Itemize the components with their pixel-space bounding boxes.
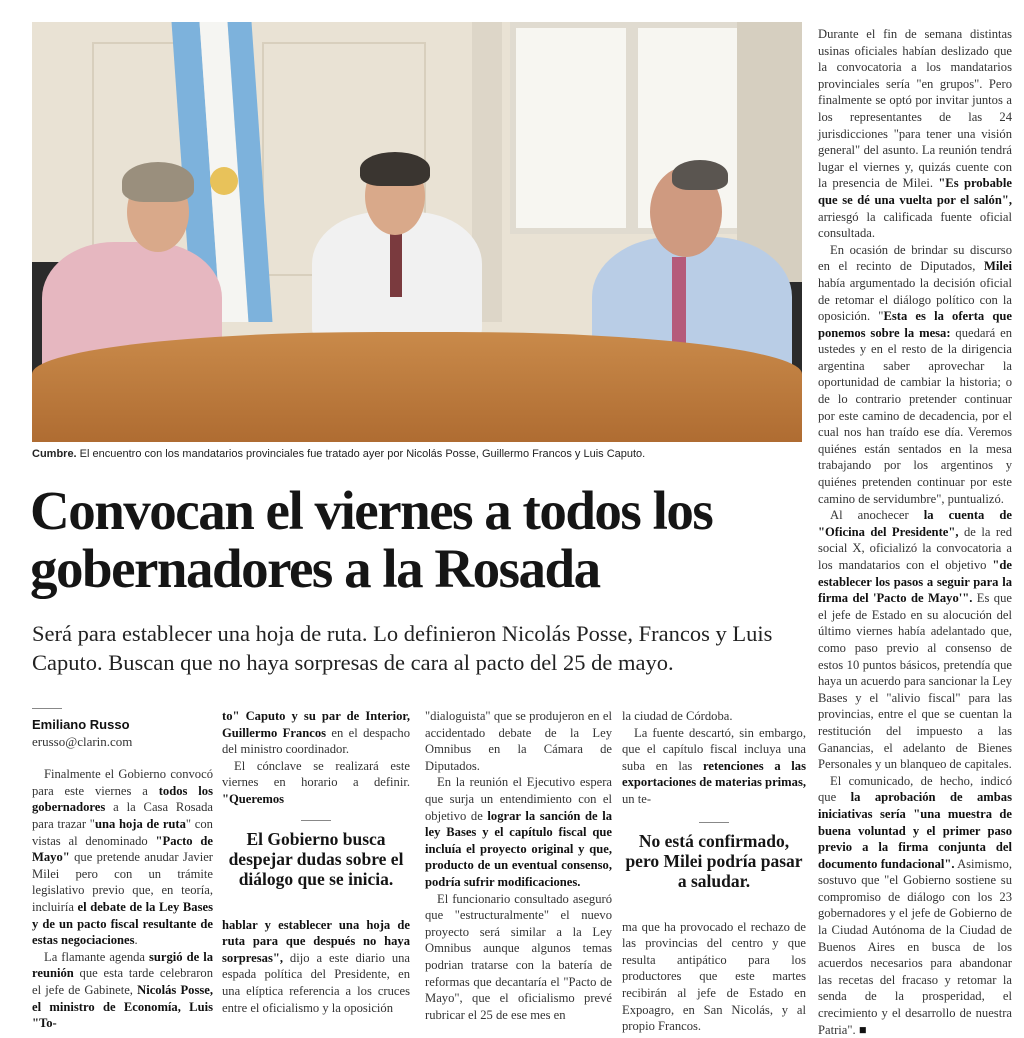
text: que esta tarde celebraron el jefe de Gabinete, <box>32 966 213 997</box>
text: "dialoguista" que se produjeron en el accidentado debate de la Ley Omnibus en la Cámara de Diputados. <box>425 709 612 773</box>
paragraph <box>222 917 410 1017</box>
text: El comunicado, de hecho, indicó que <box>818 773 1012 805</box>
bold-text: surgió de la reunión <box>32 949 213 981</box>
column-3 <box>425 708 612 1023</box>
column-5-text <box>818 26 1012 1038</box>
divider <box>32 708 62 709</box>
headline: Convocan el viernes a todos los gobernadores a la Rosada <box>30 480 713 599</box>
text: La fuente descartó, sin embargo, que el capítulo fiscal incluya una suba en las <box>622 725 806 773</box>
bold-text: retenciones a las exportaciones de materias primas, <box>622 758 806 790</box>
text: Durante el fin de semana distintas usinas oficiales habían deslizado que la convocatoria a los mandatarios provinciales sería "en grupos". Pero finalmente se optó por invitar juntos a los representantes de las 24 jurisdicciones "para tener una visión general" del asunto. La reunión tendrá lugar el viernes y, quizás cuente con la presencia de Milei. <box>818 27 1012 191</box>
paragraph <box>622 919 806 1035</box>
bold-text: lograr la sanción de la ley Bases y el capítulo fiscal que incluía el proyecto original y que, producto de un eventual consenso, podría sufrir modificaciones. <box>425 808 612 889</box>
text: quedará en ustedes y en el resto de la dirigencia argentina saber aprovechar la oportunidad de cambiar la historia; o de lo contrario pretender continuar por este camino de decadencia, por el cual nos han traído ese día. Veremos quiénes están sentados en la mesa trabajando por los argentinos y quiénes pretenden continuar por este camino de servidumbre", puntualizó. <box>818 325 1012 506</box>
divider <box>301 820 331 821</box>
text: había argumentado la decisión oficial de retomar el diálogo político con la oposición. " <box>818 275 1012 324</box>
text: a la Casa Rosada para trazar " <box>32 800 213 831</box>
text: dijo a este diario una espada política del Presidente, en una elíptica referencia a los cruces entre el oficialismo y la oposición <box>222 950 410 1015</box>
paragraph <box>32 766 213 949</box>
author-name: Emiliano Russo <box>32 717 130 732</box>
text: El cónclave se realizará este viernes en horario a definir. <box>222 758 410 790</box>
bold-text: "Es probable que se dé una vuelta por el salón", <box>818 176 1012 207</box>
bold-text: Esta es la oferta que ponemos sobre la mesa: <box>818 309 1012 340</box>
column-2-text-top <box>222 708 410 808</box>
paragraph <box>222 708 410 758</box>
text: . <box>134 933 138 948</box>
text: Al anochecer <box>830 508 924 523</box>
text: arriesgó la calificada fuente oficial consultada. <box>818 209 1012 241</box>
bold-text: el debate de la Ley Bases y de un pacto fiscal resultante de estas negociaciones <box>32 899 213 948</box>
pullquote-2: No está confirmado, pero Milei podría pasar a saludar. <box>625 830 803 891</box>
bold-text: la cuenta de "Oficina del Presidente", <box>818 508 1012 539</box>
column-3-text <box>425 708 612 1023</box>
column-1-text <box>32 766 213 1032</box>
text: la ciudad de Córdoba. <box>622 709 733 723</box>
text: que pretende anudar Javier Milei pero con un trámite legislativo previo que, en teoría, incluiría <box>32 850 213 914</box>
text: ma que ha provocado el rechazo de las provincias del centro y que resulta antipático para los productores que este martes recibirán al jefe de Estado en Expoagro, en San Nicolás, y al propio Francos. <box>622 919 806 1034</box>
paragraph <box>32 949 213 1032</box>
bold-text: la aprobación de ambas iniciativas sería "una muestra de buena voluntad y el primer paso previo a la firma conjunta del documento fundacional". <box>818 790 1012 871</box>
text: En la reunión el Ejecutivo espera que surja un entendimiento con el objetivo de <box>425 775 612 823</box>
paragraph <box>222 758 410 808</box>
paragraph <box>425 774 612 890</box>
text: un te- <box>622 791 652 806</box>
author-email: erusso@clarin.com <box>32 733 133 749</box>
paragraph <box>818 773 1012 1038</box>
caption-text: El encuentro con los mandatarios provinciales fue tratado ayer por Nicolás Posse, Guillermo Francos y Luis Caputo. <box>76 448 646 460</box>
column-1 <box>32 717 213 1032</box>
column-2-text-bottom <box>222 917 410 1017</box>
bold-text: "de establecer los pasos a seguir para la firma del 'Pacto de Mayo'". <box>818 558 1012 606</box>
meeting-table <box>32 332 802 442</box>
column-4-text-bottom <box>622 919 806 1035</box>
pullquote-1: El Gobierno busca despejar dudas sobre el diálogo que se inicia. <box>228 828 404 889</box>
divider <box>699 822 729 823</box>
bold-text: una hoja de ruta <box>94 816 186 831</box>
text: " con vistas al denominado <box>32 816 213 848</box>
text: en el despacho del ministro coordinador. <box>222 725 410 757</box>
text: de la red social X, oficializó la convocatoria a los mandatarios con el objetivo <box>818 524 1012 572</box>
photo-caption <box>32 448 802 460</box>
bold-text: "Queremos <box>222 791 285 806</box>
paragraph <box>622 708 806 725</box>
bold-text: Nicolás Posse, el ministro de Economía, Luis "To- <box>32 982 213 1031</box>
window <box>510 22 632 234</box>
paragraph <box>622 725 806 808</box>
paragraph <box>818 242 1012 508</box>
bold-text: "Pacto de Mayo" <box>32 833 213 865</box>
text: En ocasión de brindar su discurso en el recinto de Diputados, <box>818 242 1012 274</box>
column-4 <box>622 708 806 1035</box>
paragraph <box>818 26 1012 242</box>
paragraph <box>818 507 1012 773</box>
column-4-text-top <box>622 708 806 808</box>
paragraph <box>425 891 612 1024</box>
bold-text: Milei <box>984 259 1012 274</box>
paragraph <box>425 708 612 774</box>
bold-text: hablar y establecer una hoja de ruta para que después no haya sorpresas", <box>222 917 410 965</box>
text: Asimismo, sostuvo que "el Gobierno sostiene su compromiso de diálogo con los 23 gobernadores y el jefe de Gobierno de la Ciudad Autónoma de la Ciudad de Buenos Aires en busca de los acuerdos necesarios para abandonar las recetas del fracaso y retomar la senda de la prosperidad, el crecimiento y el desarrollo de nuestra Patria". <box>818 856 1012 1037</box>
column-5 <box>818 26 1012 1038</box>
text: El funcionario consultado aseguró que "estructuralmente" el nuevo proyecto será similar a la Ley Omnibus aunque algunos temas podrian tratarse con la batería de reformas que decantaría el "Pacto de Mayo", que el oficialismo prevé rubricar el 25 de ese mes en <box>425 891 612 1022</box>
bold-text: todos los gobernadores <box>32 783 213 815</box>
article-photo <box>32 22 802 442</box>
bold-text: to" Caputo y su par de Interior, Guillermo Francos <box>222 709 410 740</box>
text: Finalmente el Gobierno convocó para este viernes a <box>32 767 213 798</box>
column-2 <box>222 708 410 1016</box>
caption-label: Cumbre. <box>32 448 77 460</box>
deck-subtitle: Será para establecer una hoja de ruta. Lo definieron Nicolás Posse, Francos y Luis Caputo. Buscan que no haya sorpresas de cara al pacto del 25 de mayo. <box>32 621 773 675</box>
text: Es que el jefe de Estado en su alocución del último viernes había adelantado que, como paso previo al consenso de estos 10 puntos básicos, pretendía que haya un acuerdo para sancionar la Ley Bases y el "alivio fiscal" para las provincias, entre el que se cuentan la restitución del impuesto a las Ganancias, el adelanto de Bienes Personales y un blanqueo de capitales. <box>818 591 1012 772</box>
text: La flamante agenda <box>44 949 150 964</box>
bold-text: ■ <box>858 1022 867 1037</box>
